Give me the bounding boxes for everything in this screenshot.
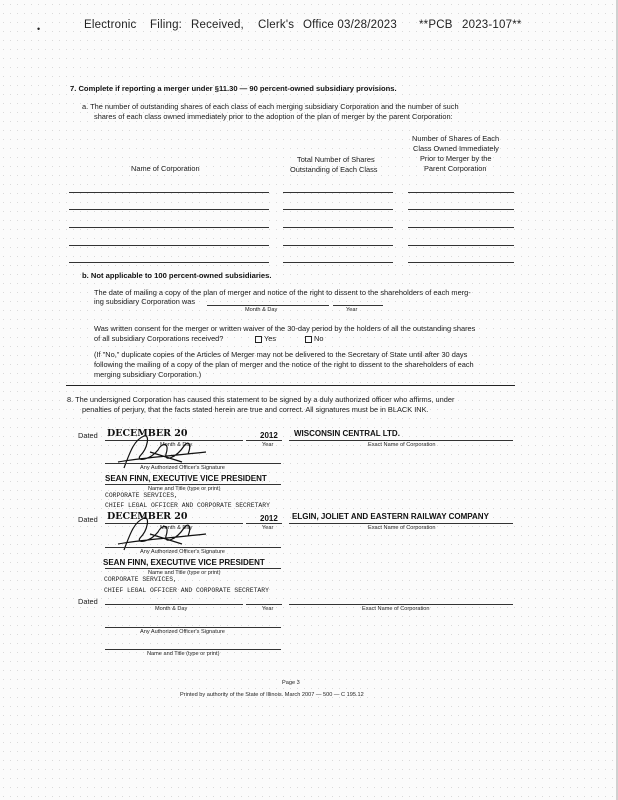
col-total-shares-1: Total Number of Shares — [297, 155, 375, 164]
dated-label: Dated — [78, 515, 98, 524]
header-docket: 2023-107** — [462, 19, 522, 31]
typed-title-line1: CORPORATE SERVICES, — [105, 492, 178, 499]
typed-title-line1: CORPORATE SERVICES, — [104, 576, 177, 583]
exact-name-caption: Exact Name of Corporation — [362, 606, 430, 612]
section-7a-line1: a. The number of outstanding shares of each class of each merging subsidiary Corporation and the number of such — [82, 102, 459, 111]
dated-label: Dated — [78, 431, 98, 440]
month-day-caption: Month & Day — [160, 525, 193, 531]
handwritten-signature-2 — [110, 514, 220, 554]
exact-name-caption: Exact Name of Corporation — [368, 442, 436, 448]
no-label: No — [314, 334, 324, 343]
if-no-line2: following the mailing of a copy of the plan of merger and the notice of the right to dissent to the shareholders of each — [94, 360, 474, 369]
section-7b-heading: b. Not applicable to 100 percent-owned subsidiaries. — [82, 271, 272, 280]
mailing-year-caption: Year — [346, 307, 358, 313]
checkbox-icon — [255, 336, 262, 343]
mailing-date-line — [207, 305, 329, 306]
year-caption: Year — [262, 525, 274, 531]
name-title-caption: Name and Title (type or print) — [148, 570, 221, 576]
header-pcb: **PCB — [419, 19, 453, 31]
typed-title-line2: CHIEF LEGAL OFFICER AND CORPORATE SECRETARY — [104, 587, 269, 594]
header-received: Received, — [191, 19, 244, 31]
month-day-caption: Month & Day — [155, 606, 188, 612]
col-name-of-corporation: Name of Corporation — [131, 164, 200, 173]
section-7b-line2: ing subsidiary Corporation was — [94, 297, 196, 306]
officer-name-title: SEAN FINN, EXECUTIVE VICE PRESIDENT — [105, 474, 267, 483]
section-7-heading: 7. Complete if reporting a merger under §11.30 — 90 percent-owned subsidiary provisions. — [70, 84, 397, 93]
year-value: 2012 — [260, 431, 278, 440]
header-office-date: Office 03/28/2023 — [303, 19, 397, 31]
dated-value: DECEMBER 20 — [107, 428, 188, 439]
corporation-name-value: ELGIN, JOLIET AND EASTERN RAILWAY COMPANY — [292, 512, 489, 521]
page-number: Page 3 — [282, 680, 300, 686]
header-electronic: Electronic — [84, 19, 137, 31]
dated-label: Dated — [78, 597, 98, 606]
printed-by: Printed by authority of the State of Illinois. March 2007 — 500 — C 195.12 — [180, 692, 364, 698]
dated-value: DECEMBER 20 — [107, 511, 188, 522]
col-owned-2: Class Owned Immediately — [413, 144, 499, 153]
section-8-line2: penalties of perjury, that the facts stated herein are true and correct. All signatures must be in BLACK INK. — [82, 405, 429, 414]
yes-checkbox[interactable] — [255, 334, 276, 343]
section-8-line1: 8. The undersigned Corporation has caused this statement to be signed by a duly authorized officer who affirms, under — [67, 395, 455, 404]
mailing-month-day-caption: Month & Day — [245, 307, 278, 313]
section-divider — [66, 385, 515, 386]
col-owned-1: Number of Shares of Each — [412, 134, 500, 143]
name-title-caption: Name and Title (type or print) — [147, 651, 220, 657]
signature-caption: Any Authorized Officer's Signature — [140, 549, 225, 555]
corporation-name-value: WISCONSIN CENTRAL LTD. — [294, 429, 400, 438]
header-clerks: Clerk's — [258, 19, 295, 31]
year-value: 2012 — [260, 514, 278, 523]
no-checkbox[interactable] — [305, 334, 323, 343]
signature-caption: Any Authorized Officer's Signature — [140, 629, 225, 635]
name-title-caption: Name and Title (type or print) — [148, 486, 221, 492]
signature-caption: Any Authorized Officer's Signature — [140, 465, 225, 471]
col-owned-3: Prior to Merger by the — [420, 154, 492, 163]
exact-name-caption: Exact Name of Corporation — [368, 525, 436, 531]
consent-line1: Was written consent for the merger or written waiver of the 30-day period by the holders of all the outstanding shares — [94, 324, 476, 333]
checkbox-icon — [305, 336, 312, 343]
header-bullet: • — [37, 24, 41, 34]
col-owned-4: Parent Corporation — [424, 164, 487, 173]
section-7b-line1: The date of mailing a copy of the plan of merger and notice of the right to dissent to the shareholders of each merg- — [94, 288, 471, 297]
yes-label: Yes — [264, 334, 277, 343]
year-caption: Year — [262, 442, 274, 448]
if-no-line3: merging subsidiary Corporation.) — [94, 370, 202, 379]
if-no-line1: (If "No," duplicate copies of the Articles of Merger may not be delivered to the Secretary of State until after 30 days — [94, 350, 468, 359]
mailing-year-line — [333, 305, 383, 306]
typed-title-line2: CHIEF LEGAL OFFICER AND CORPORATE SECRETARY — [105, 502, 270, 509]
consent-line2: of all subsidiary Corporations received? — [94, 334, 224, 343]
year-caption: Year — [262, 606, 274, 612]
officer-name-title: SEAN FINN, EXECUTIVE VICE PRESIDENT — [103, 558, 265, 567]
col-total-shares-2: Outstanding of Each Class — [290, 165, 378, 174]
header-filing: Filing: — [150, 19, 183, 31]
section-7a-line2: shares of each class owned immediately prior to the adoption of the plan of merger by the parent Corporation: — [94, 112, 453, 121]
month-day-caption: Month & Day — [160, 442, 193, 448]
